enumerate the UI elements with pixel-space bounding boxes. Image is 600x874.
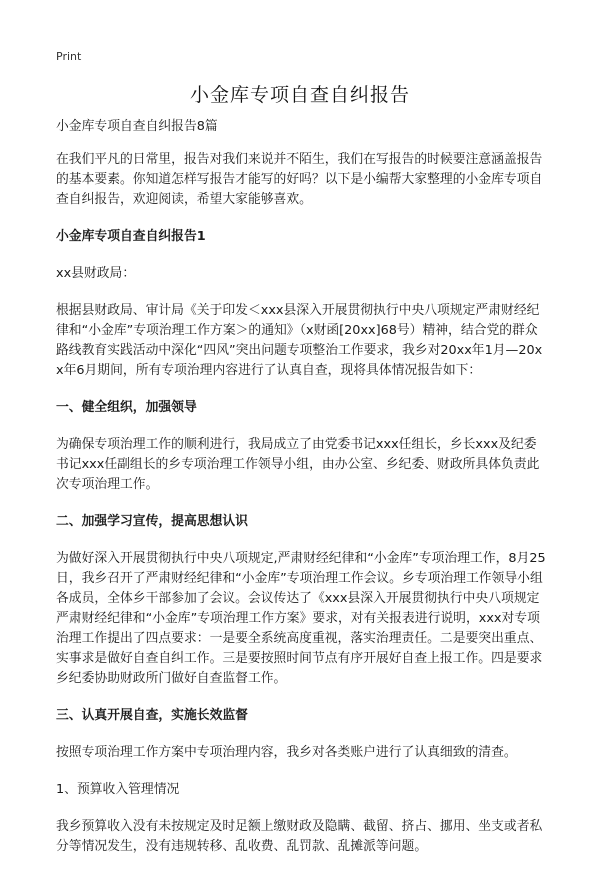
report-heading: 小金库专项自查自纠报告1 bbox=[56, 229, 206, 244]
body-paragraph-1: 根据县财政局、审计局《关于印发＜xxx县深入开展贯彻执行中央八项规定严肃财经纪律和“小金库”专项治理工作方案＞的通知》（x财函[20xx]68号）精神，结合党的群众路线教育实践活动中深化“四风”突出问题专项整治工作要求，我乡对20xx年1月—20xx年6月期间，所有专项治理内容进行了认真自查，现将具体情况报告如下： bbox=[56, 303, 543, 378]
print-link[interactable]: Print bbox=[56, 50, 82, 63]
document-subtitle: 小金库专项自查自纠报告8篇 bbox=[56, 119, 218, 134]
addressee: xx县财政局： bbox=[56, 266, 136, 281]
document-body bbox=[56, 117, 548, 874]
subsection-heading-1: 1、预算收入管理情况 bbox=[56, 782, 180, 797]
section-heading-2: 二、加强学习宣传，提高思想认识 bbox=[56, 514, 248, 529]
section-heading-1: 一、健全组织，加强领导 bbox=[56, 400, 197, 415]
section-paragraph-2: 为做好深入开展贯彻执行中央八项规定,严肃财经纪律和“小金库”专项治理工作，8月25日，我乡召开了严肃财经纪律和“小金库”专项治理工作会议。乡专项治理工作领导小组各成员，全体乡干部参加了会议。会议传达了《xxx县深入开展贯彻执行中央八项规定严肃财经纪律和“小金库”专项治理工作方案》要求，对有关报表进行说明，xxx对专项治理工作提出了四点要求：一是要全系统高度重视，落实治理责任。二是要突出重点、实事求是做好自查自纠工作。三是要按照时间节点有序开展好自查上报工作。四是要求乡纪委协助财政所门做好自查监督工作。 bbox=[56, 551, 546, 686]
subsection-paragraph-1: 我乡预算收入没有未按规定及时足额上缴财政及隐瞒、截留、挤占、挪用、坐支或者私分等情况发生，没有违规转移、乱收费、乱罚款、乱摊派等问题。 bbox=[56, 819, 543, 854]
section-paragraph-3: 按照专项治理工作方案中专项治理内容，我乡对各类账户进行了认真细致的清查。 bbox=[56, 745, 517, 760]
section-paragraph-1: 为确保专项治理工作的顺利进行，我局成立了由党委书记xxx任组长，乡长xxx及纪委书记xxx任副组长的乡专项治理工作领导小组，由办公室、乡纪委、财政所具体负责此次专项治理工作。 bbox=[56, 437, 540, 492]
section-heading-3: 三、认真开展自查，实施长效监督 bbox=[56, 708, 248, 723]
intro-paragraph: 在我们平凡的日常里，报告对我们来说并不陌生，我们在写报告的时候要注意涵盖报告的基本要素。你知道怎样写报告才能写的好吗？以下是小编帮大家整理的小金库专项自查自纠报告，欢迎阅读，希望大家能够喜欢。 bbox=[56, 152, 543, 207]
document-title: 小金库专项自查自纠报告 bbox=[189, 84, 410, 106]
